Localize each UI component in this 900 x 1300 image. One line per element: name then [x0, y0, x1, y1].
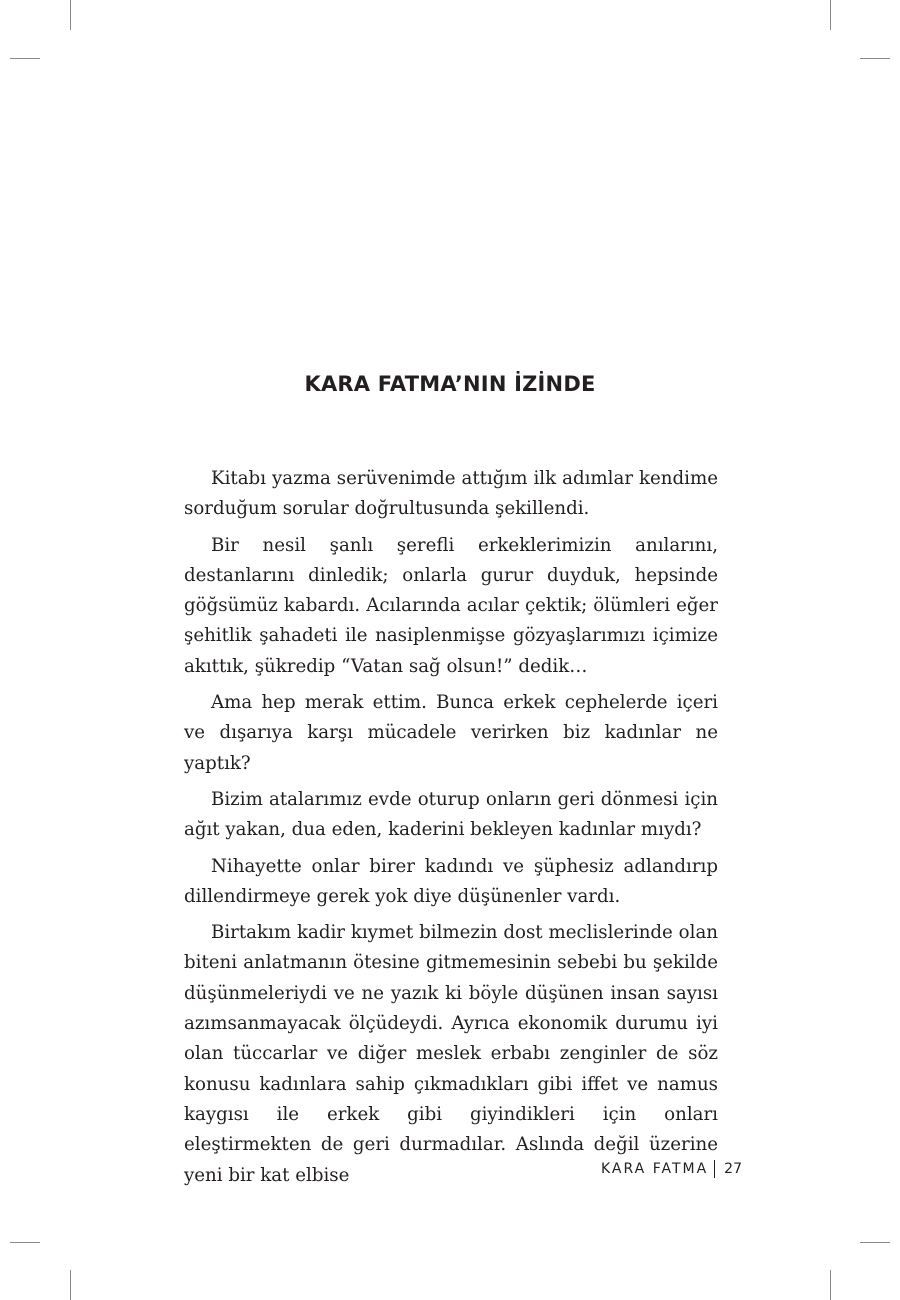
page-footer — [601, 1160, 742, 1178]
running-title: KARA FATMA — [601, 1161, 709, 1177]
chapter-title: KARA FATMA’NIN İZİNDE — [304, 372, 596, 396]
paragraph: Ama hep merak ettim. Bunca erkek cephelerde içeri ve dışarıya karşı mücadele verirken biz kadınlar ne yaptık? — [184, 692, 718, 774]
crop-mark-left-top — [10, 58, 40, 59]
footer-divider — [714, 1160, 715, 1178]
crop-mark-bottom-right — [830, 1270, 831, 1300]
crop-mark-bottom-left — [70, 1270, 71, 1300]
paragraph: Bir nesil şanlı şerefli erkeklerimizin anılarını, destanlarını dinledik; onlarla gurur duyduk, hepsinde göğsümüz kabardı. Acılarında acılar çektik; ölümleri eğer şehitlik şahadeti ile nasiplenmişse gözyaşlarımızı içimize akıttık, şükredip “Vatan sağ olsun!” dedik… — [184, 534, 718, 677]
paragraph: Kitabı yazma serüvenimde attığım ilk adımlar kendime sorduğum sorular doğrultusunda şekillendi. — [184, 468, 718, 520]
body-text — [184, 464, 718, 1197]
crop-mark-top-left — [70, 0, 71, 30]
crop-mark-left-bottom — [10, 1242, 40, 1243]
paragraph: Birtakım kadir kıymet bilmezin dost meclislerinde olan biteni anlatmanın ötesine gitmemesinin sebebi bu şekilde düşünmeleriydi ve ne yazık ki böyle düşünen insan sayısı azımsanmayacak ölçüdeydi. Ayrıca ekonomik durumu iyi olan tüccarlar ve diğer meslek erbabı zenginler de söz konusu kadınlara sahip çıkmadıkları gibi iffet ve namus kaygısı ile erkek gibi giyindikleri için onları eleştirmekten de geri durmadılar. Aslında değil üzerine yeni bir kat elbise — [184, 922, 718, 1186]
paragraph: Nihayette onlar birer kadındı ve şüphesiz adlandırıp dillendirmeye gerek yok diye düşünenler vardı. — [184, 855, 718, 907]
crop-mark-right-bottom — [860, 1242, 890, 1243]
crop-mark-top-right — [830, 0, 831, 30]
crop-mark-right-top — [860, 58, 890, 59]
page-number: 27 — [724, 1161, 742, 1177]
paragraph: Bizim atalarımız evde oturup onların geri dönmesi için ağıt yakan, dua eden, kaderini bekleyen kadınlar mıydı? — [184, 788, 718, 841]
